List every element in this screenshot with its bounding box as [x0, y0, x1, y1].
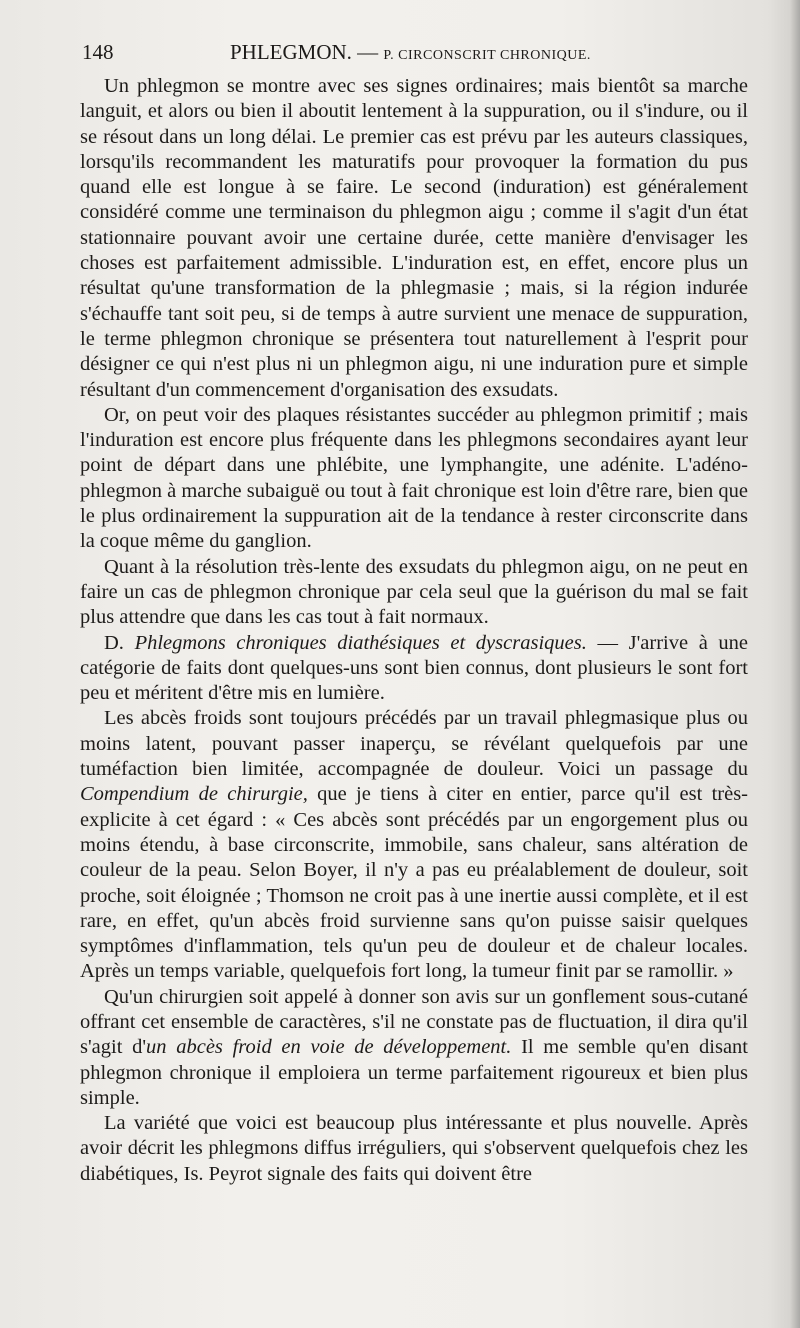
paragraph-6-text-b: Il me semble qu'en disant phlegmon chronique il emploiera un terme parfaitement rigoureux et bien plus simple. [80, 1036, 748, 1109]
section-heading: Phlegmons chroniques diathésiques et dyscrasiques. [134, 631, 587, 654]
paragraph-6-text-a: Qu'un chirurgien soit appelé à donner son avis sur un gonflement sous-cutané offrant cet ensemble de caractères, s'il ne constate pas de fluctuation, il dira qu'il s'agit d' [80, 985, 748, 1059]
paragraph-6 [80, 985, 748, 1111]
running-title [230, 40, 591, 65]
section-letter: D. [104, 631, 124, 654]
paragraph-4 [80, 631, 748, 707]
page-number: 148 [82, 40, 114, 64]
paragraph-5-text-a: Les abcès froids sont toujours précédés par un travail phlegmasique plus ou moins latent, pouvant passer inaperçu, se révélant quelquefois par une tuméfaction bien limitée, accompagnée de douleur. Voici un passage du [80, 707, 748, 781]
paragraph-2: Or, on peut voir des plaques résistantes succéder au phlegmon primitif ; mais l'induration est encore plus fréquente dans les phlegmons secondaires ayant leur point de départ dans une phlébite, une lymphangite, une adénite. L'adéno-phlegmon à marche subaiguë ou tout à fait chronique est loin d'être rare, bien que le plus ordinairement la suppuration ait de la tendance à rester circonscrite dans la coque même du ganglion. [80, 403, 749, 553]
paragraph-5-text-b: que je tiens à citer en entier, parce qu'il est très-explicite à cet égard : « Ces abcès sont précédés par un engorgement plus ou moins étendu, à base circonscrite, immobile, sans chaleur, sans altération de couleur de la peau. Selon Boyer, il n'y a pas eu préalablement de douleur, soit proche, soit éloignée ; Thomson ne croit pas à une inertie aussi complète, et il est rare, en effet, qu'un abcès froid survienne sans qu'on puisse saisir quelques symptômes d'inflammation, tels qu'un peu de douleur et de chaleur locales. Après un temps variable, quelquefois fort long, la tumeur finit par se ramollir. » [80, 783, 749, 983]
paragraph-4-text: — J'arrive à une catégorie de faits dont quelques-uns sont bien connus, dont plusieurs le sont fort peu et méritent d'être mis en lumière. [80, 631, 749, 705]
italic-phrase: un abcès froid en voie de développement. [146, 1036, 512, 1059]
running-title-main: PHLEGMON. — [230, 40, 379, 64]
paragraph-5 [80, 706, 748, 984]
paragraph-1: Un phlegmon se montre avec ses signes ordinaires; mais bientôt sa marche languit, et alors ou bien il aboutit lentement à la suppuration, ou il s'indure, ou il se résout dans un long délai. Le premier cas est prévu par les auteurs classiques, lorsqu'ils recommandent les maturatifs pour provoquer la formation du pus quand elle est longue à se faire. Le second (induration) est généralement considéré comme une terminaison du phlegmon aigu ; comme il s'agit d'un état stationnaire pouvant avoir une certaine durée, cette manière d'envisager les choses est parfaitement admissible. L'induration est, en effet, encore plus un résultat qu'une transformation de la phlegmasie ; mais, si la région indurée s'échauffe tant soit peu, si de temps à autre survient une menace de suppuration, le terme phlegmon chronique se présentera tout naturellement à l'esprit pour désigner ce qui n'est plus ni un phlegmon aigu, ni une induration pure et simple résultant d'un commencement d'organisation des exsudats. [80, 75, 748, 401]
paragraph-3: Quant à la résolution très-lente des exsudats du phlegmon aigu, on ne peut en faire un cas de phlegmon chronique par cela seul que la guérison du mal se fait plus attendre que dans les cas tout à fait normaux. [80, 555, 748, 629]
book-title-citation: Compendium de chirurgie, [80, 783, 308, 806]
body-text [80, 74, 748, 1187]
page-edge-shadow [790, 0, 800, 1328]
page-header [82, 40, 750, 70]
paragraph-7: La variété que voici est beaucoup plus intéressante et plus nouvelle. Après avoir décrit les phlegmons diffus irréguliers, qui s'observent quelquefois chez les diabétiques, Is. Peyrot signale des faits qui doivent être [80, 1112, 748, 1185]
running-title-sub: P. CIRCONSCRIT CHRONIQUE. [383, 48, 591, 63]
